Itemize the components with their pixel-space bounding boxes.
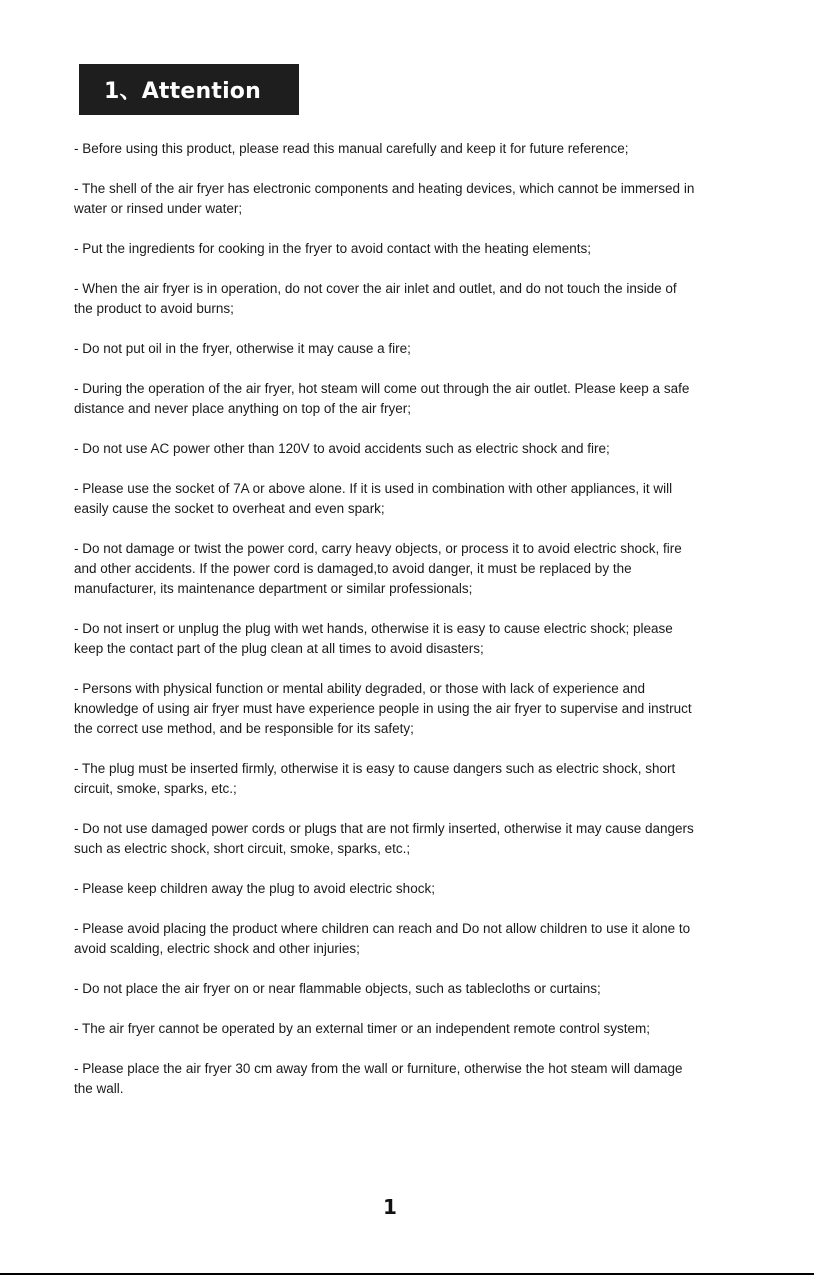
attention-item: - Do not use AC power other than 120V to avoid accidents such as electric shock and fire; [74, 441, 610, 456]
attention-item: - Persons with physical function or mental ability degraded, or those with lack of experience and knowledge of using air fryer must have experience people in using the air fryer to supervise and instruct the correct use method, and be responsible for its safety; [74, 681, 692, 736]
attention-item: - The air fryer cannot be operated by an external timer or an independent remote control system; [74, 1021, 651, 1036]
attention-item: - Put the ingredients for cooking in the fryer to avoid contact with the heating elements; [74, 241, 592, 256]
section-heading-title: 1、Attention [104, 79, 261, 104]
page-number: 1 [383, 1195, 397, 1219]
attention-item: - Please keep children away the plug to avoid electric shock; [74, 881, 435, 896]
attention-item: - When the air fryer is in operation, do not cover the air inlet and outlet, and do not touch the inside of the product to avoid burns; [74, 281, 677, 316]
attention-item: - The shell of the air fryer has electronic components and heating devices, which cannot be immersed in water or rinsed under water; [74, 181, 695, 216]
bottom-divider [0, 1273, 814, 1275]
attention-item: - Please place the air fryer 30 cm away from the wall or furniture, otherwise the hot steam will damage the wall. [74, 1061, 683, 1096]
attention-item: - Do not place the air fryer on or near flammable objects, such as tablecloths or curtains; [74, 981, 601, 996]
attention-item: - During the operation of the air fryer, hot steam will come out through the air outlet. Please keep a safe distance and never place anything on top of the air fryer; [74, 381, 690, 416]
attention-list [74, 139, 746, 1119]
attention-item: - Do not insert or unplug the plug with wet hands, otherwise it is easy to cause electric shock; please keep the contact part of the plug clean at all times to avoid disasters; [74, 621, 673, 656]
attention-item: - Please avoid placing the product where children can reach and Do not allow children to use it alone to avoid scalding, electric shock and other injuries; [74, 921, 691, 956]
attention-item: - Do not put oil in the fryer, otherwise it may cause a fire; [74, 341, 411, 356]
attention-item: - Do not damage or twist the power cord, carry heavy objects, or process it to avoid electric shock, fire and other accidents. If the power cord is damaged,to avoid danger, it must be replaced by the manufacturer, its maintenance department or similar professionals; [74, 541, 682, 596]
attention-item: - The plug must be inserted firmly, otherwise it is easy to cause dangers such as electric shock, short circuit, smoke, sparks, etc.; [74, 761, 676, 796]
attention-item: - Please use the socket of 7A or above alone. If it is used in combination with other appliances, it will easily cause the socket to overheat and even spark; [74, 481, 673, 516]
attention-item: - Do not use damaged power cords or plugs that are not firmly inserted, otherwise it may cause dangers such as electric shock, short circuit, smoke, sparks, etc.; [74, 821, 694, 856]
section-heading [79, 64, 299, 115]
attention-item: - Before using this product, please read this manual carefully and keep it for future reference; [74, 141, 629, 156]
